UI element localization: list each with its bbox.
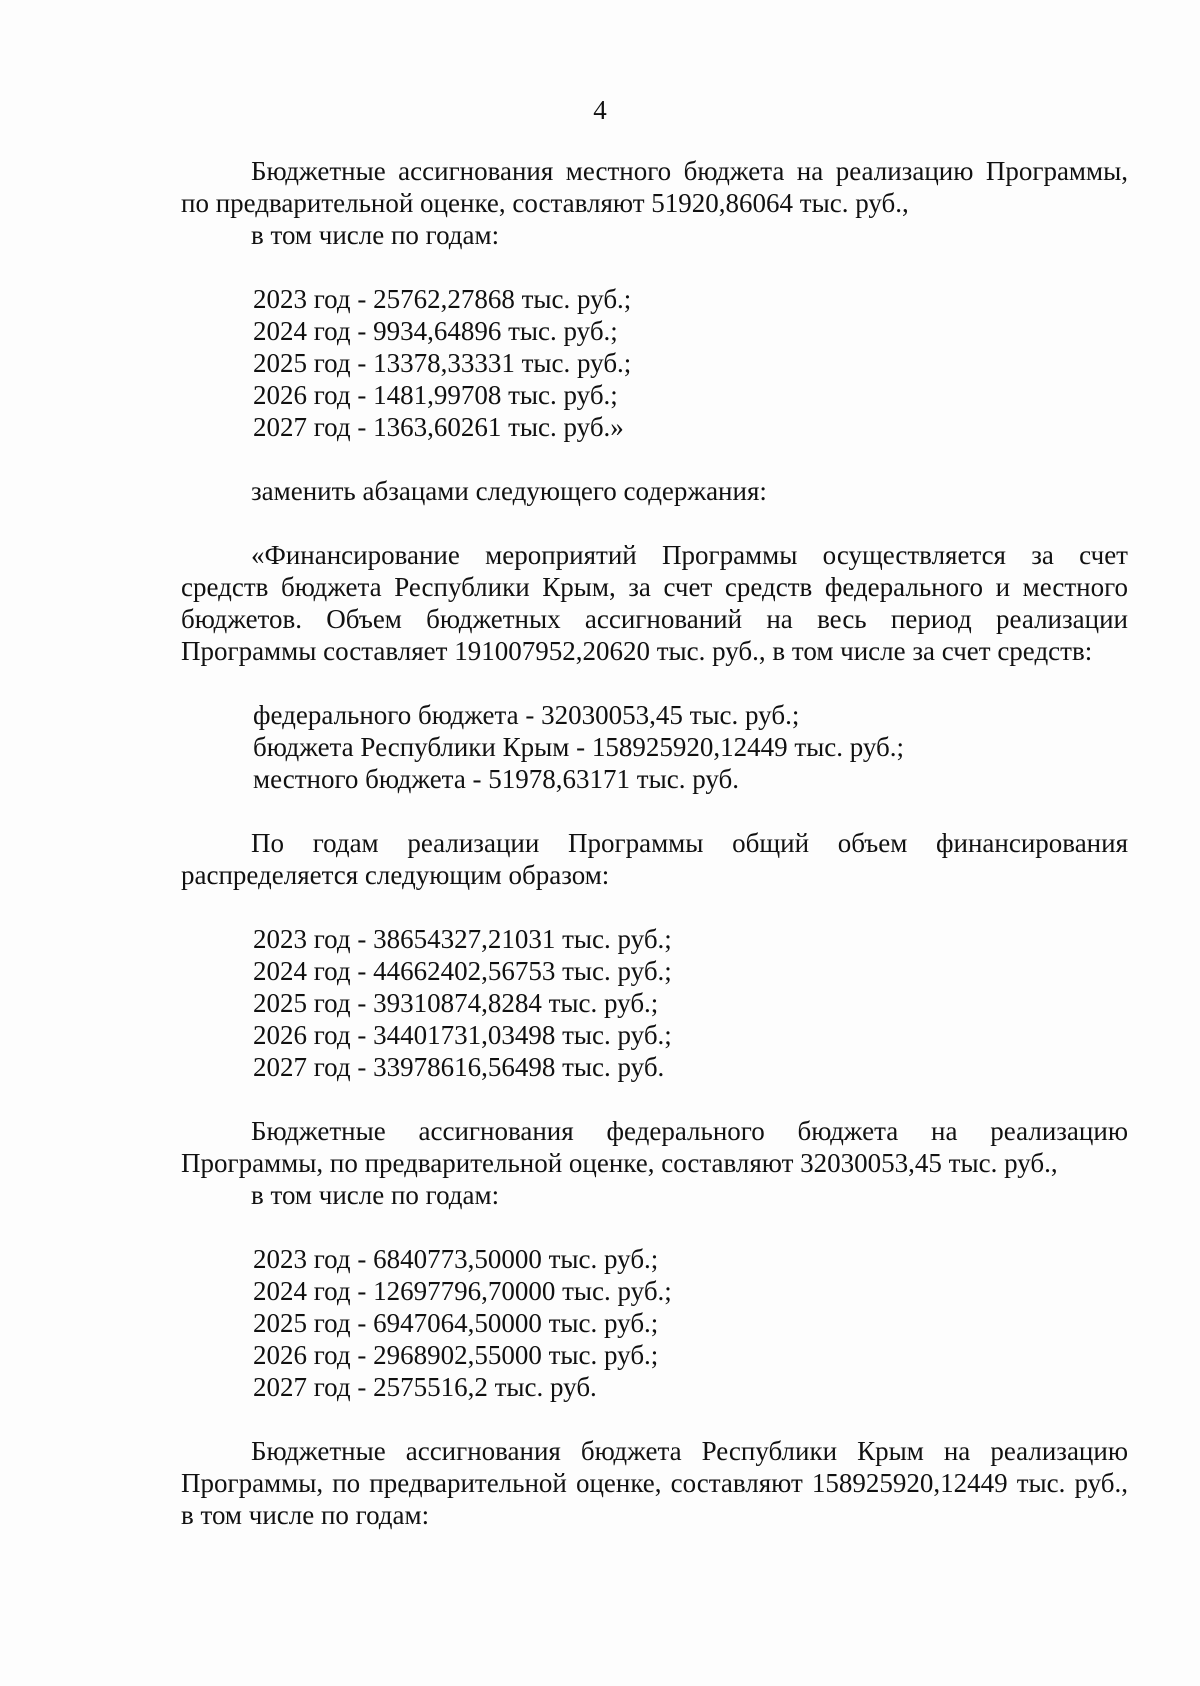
local-budget-by-years: в том числе по годам: [251, 220, 500, 250]
federal-budget-intro: Бюджетные ассигнования федерального бюджета на реализацию Программы, по предварительной оценке, составляют 32030053,45 тыс. руб., [181, 1116, 1128, 1178]
list-item: 2023 год - 38654327,21031 тыс. руб.; [253, 924, 672, 954]
replace-instruction: заменить абзацами следующего содержания: [251, 476, 767, 506]
list-item: 2026 год - 1481,99708 тыс. руб.; [253, 380, 618, 410]
list-item: 2027 год - 1363,60261 тыс. руб.» [253, 412, 624, 442]
page-number: 4 [593, 95, 607, 125]
list-item: 2024 год - 9934,64896 тыс. руб.; [253, 316, 618, 346]
list-item: 2024 год - 44662402,56753 тыс. руб.; [253, 956, 672, 986]
list-item: федерального бюджета - 32030053,45 тыс. руб.; [253, 700, 800, 730]
list-item: 2027 год - 33978616,56498 тыс. руб. [253, 1052, 665, 1082]
list-item: 2023 год - 25762,27868 тыс. руб.; [253, 284, 632, 314]
list-item: местного бюджета - 51978,63171 тыс. руб. [253, 764, 739, 794]
list-item: 2025 год - 13378,33331 тыс. руб.; [253, 348, 632, 378]
financing-sources-list [181, 699, 1128, 795]
list-item: бюджета Республики Крым - 158925920,12449 тыс. руб.; [253, 732, 905, 762]
document-body [181, 155, 1128, 1531]
local-budget-years-list [181, 283, 1128, 443]
crimea-budget-intro: Бюджетные ассигнования бюджета Республики Крым на реализацию Программы, по предварительной оценке, составляют 158925920,12449 тыс. руб., в том числе по годам: [181, 1436, 1128, 1530]
federal-budget-years-list [181, 1243, 1128, 1403]
list-item: 2023 год - 6840773,50000 тыс. руб.; [253, 1244, 659, 1274]
list-item: 2025 год - 6947064,50000 тыс. руб.; [253, 1308, 659, 1338]
local-budget-intro: Бюджетные ассигнования местного бюджета на реализацию Программы, по предварительной оценке, составляют 51920,86064 тыс. руб., [181, 156, 1128, 218]
list-item: 2026 год - 34401731,03498 тыс. руб.; [253, 1020, 672, 1050]
total-financing-intro: По годам реализации Программы общий объем финансирования распределяется следующим образом: [181, 828, 1128, 890]
list-item: 2025 год - 39310874,8284 тыс. руб.; [253, 988, 659, 1018]
list-item: 2024 год - 12697796,70000 тыс. руб.; [253, 1276, 672, 1306]
total-financing-years-list [181, 923, 1128, 1083]
list-item: 2026 год - 2968902,55000 тыс. руб.; [253, 1340, 659, 1370]
financing-paragraph: «Финансирование мероприятий Программы осуществляется за счет средств бюджета Республики Крым, за счет средств федерального и местного бюджетов. Объем бюджетных ассигнований на весь период реализации Программы составляет 191007952,20620 тыс. руб., в том числе за счет средств: [181, 540, 1128, 666]
federal-budget-by-years: в том числе по годам: [251, 1180, 500, 1210]
list-item: 2027 год - 2575516,2 тыс. руб. [253, 1372, 597, 1402]
